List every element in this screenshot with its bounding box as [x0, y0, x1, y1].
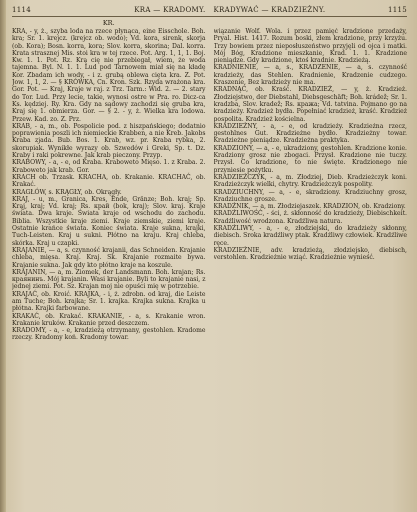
left-page-number: 1114	[12, 6, 32, 14]
entry-paragraph: KRADŹLIWY, - a, - e, złodziejski, do kradzieży skłonny, diebisch. Sroka kradźliwy ptak. Kradźliwy człowiek. Kradźliwe ręce.	[213, 225, 407, 247]
right-running-title: KRADYWAĆ — KRADZIEŻNY.	[213, 6, 326, 14]
entry-paragraph: KRAB, - a, m., ob. Pospolicie pod. z hiszpańskiego; dodatnio poprawienia poszli ich niemieckie Krabben, a nie Kreb. Jakobs Kraba zjada. Bub. Bos. 1. Krab, wz. pr. Kraba rybka, 2. skorupiak. Wynikłe wyrazy ob. Szwedów i Greki, Sp. t. Dz. Kraby i raki pokrewne. Jak krab pieczony. Przyp.	[12, 122, 206, 160]
right-header	[214, 6, 408, 15]
entry-paragraph: KRADŹLIWOŚĆ, - ści, ż. skłonność do kradzieży, Diebischkeit. Kradźliwość wrodzona. Kradźliwa natura.	[213, 210, 407, 225]
entry-paragraph: KRADŹNIK, — a, m. Złodziejaszek. KRADZION, ob. Kradziony.	[213, 203, 406, 211]
right-page-number: 1115	[387, 6, 407, 14]
entry-paragraph: KRACH ob. Trzask. KRACHA, ob. Krakanie. KRACHAĆ, ob. Krakać.	[12, 173, 206, 189]
left-header	[12, 6, 206, 15]
entry-paragraph: KRADZIUCHNY, — a, - e, skradziony. Kradziuchny grosz, Kradziuchne grosze.	[213, 188, 407, 203]
entry-paragraph: KRADNIENIE, — a, s., KRADZENIE, — a, s. czynność kradzieży, das Stehlen. Kradnienie, Kradzenie cudzego. Kraszenie, Bez kradzieży nie ma.	[213, 64, 407, 87]
entry-paragraph: KRAJ, - u, m., Granica, Kres, Ende, Gränze; Boh. kraj; Sp. Krąj, kraj; Vd. kraj; Rs. край (bok, kraj); Slov. kraj. Kraje świata. Dwa kraje. Świata kraje od wschodu do zachodu. Biblia. Wszystkie kraje ziemi. Kraje ziemskie, ziemi kraje. Ostatnie krańce świata. Koniec świata. Kraje sukna, krajki, Tuch-Leisten. Kraj u sukni. Płótno na kraju. Kraj chleba, skórka. Kraj u czapki.	[12, 195, 206, 247]
left-section-label: KR.	[102, 19, 115, 27]
entry-paragraph: KRA, - y, ż., szyba loda na rzece płynąca, eine Eisschole. Boh. kra; Sr. 1. krejcz. (krejcz ob. wodo); Vd. kora, sirenk, skorja (ob. Kora); Bosn. korra, kora; Slov. korra, skorina; Dal. korra. Krata strasznej Mis. stoi kra w tej rzece. Pot. Arg. 1, 1, 1. Boj. Kw. 1. 1. Pot. Rz. Krą cię nie przebiegał, wiem, że woda tajemna. Byl. N. 1. 1. Lud pod Tarnowem miał się na kładę Kor. Zbadam ich wody, - i z. grubą oblewa cięta kra. Z. Pot. Jow. 1, 1, 2. — § KRÓWKA, Cn. Kron. Szk. Rzyda wrażona kra. Gor. Pot. — Kraj, Kraje w raj. z Trz. Tarm.: Wid. 2. — 2. stary do Tor. Lud. Przy lecie, takie, wynosi ostre w Pra. ro. Dicz-ca Ks. kędziej. Ry. Kra. Gdy na sądowy zachodzi się gruba kra, Kraj się 1. obmierza. Gor. — § 2. - y, ż. Wielka kra lodowa. Przew. Kad. zo. Z. Prz.	[12, 28, 206, 123]
entry-paragraph: KRAJANIN, — a, m. Ziomek, der Landsmann. Boh. krajan; Rs. краянинъ. Mój krajanin. Wasi krajanie. Byli to krajanie nasi, z jednej ziemi. Pot. Sz. Krajan moj nie opuści mię w potrzebie.	[12, 268, 206, 291]
entry-paragraph: KRADOMY, - a, - e, kradzieżą otrzymany, gestohlen. Kradome rzeczy. Kradomy koń. Kradomy towar.	[12, 327, 206, 342]
entry-paragraph: KRAJANIE, — a, s. czynność krajanii, das Schneiden. Krajanie chleba, mięsa. Kraj. Kraj. Sk. Krajanie rozmaite bywa. Krajanie sukna. Jak gdy kto płótno kraje na koszule.	[12, 246, 206, 269]
entry-paragraph: KRADNĄĆ, ob. Kraść. KRADZIEŻ, — y, ż. Kradzież. Złodziejstwo, der Diebstahl, Diebsgeschäft; Boh. krádež; Sr. 1. kradzba, Slov. kradež; Rs. кража; Vd. tatvina. Pojmano go na kradzieży. Kradzież bydła. Popełniać kradzież, kraść. Kradzież pospolita. Kradzież kościelna.	[213, 86, 407, 123]
entry-paragraph: KRAJAĆ, ob. Kroić. KRAJKA, - i, ż. zdrobn. od kraj, die Leiste am Tuche; Boh. krajka; Sr. 1. krajka. Krajka sukna. Krajka u płótna. Krajki farbowane.	[12, 290, 206, 313]
entry-paragraph: KRAGŁÓW, s. KRĄGŁY, ob. Okrągły.	[12, 188, 122, 196]
running-header	[12, 6, 407, 17]
entry-paragraph: KRADZIEŻNIE, adv. kradzieżą, złodziejsko, diebisch, verstohlen. Kradzieżnie wziąć. Kradzieżnie wynieść.	[213, 246, 407, 262]
entry-paragraph: KRADZIEŻNY, - a, - e, od kradzieży. Kradzieżna rzecz, gestohlnes Gut. Kradzieżne bydło. Kradzieżny towar. Kradzieżne pieniądze. Kradzieżna praktyka.	[213, 122, 407, 145]
entry-paragraph: KRABOWY, - a, - e, od Kraba. Kraboweto Mięso. 1. z Kraba. 2. Kraboweto jak krab. Gor.	[12, 159, 206, 174]
entry-paragraph: KRAKAĆ, ob. Krakać. KRAKANIE, - a, s. Krakanie wron. Krakanie kruków. Krakanie przed deszczem.	[12, 312, 206, 327]
entry-paragraph: wiązanie Wolf. Wola. i przez pamięć kradzione przedaży, Pryal. Hist. 1417. Rozum boski, złem kradzione, przy krzyżu. Trzy bowiem przez nieposłuszeństwo przyjęli od ojca i matki. Mój Bóg, Kradzione mieszkanie, Krad. 1. 1. Kradzione pieniądze. Gdy kradzione, ktoś kradnie. Kradzieżą.	[213, 28, 407, 65]
right-column	[214, 28, 408, 508]
entry-paragraph: KRADZIEŻCZYK, - a, m. Złodziej, Dieb. Kradzieżczyk koni. Kradzieżczyk wielki, chytry. Kradzieżczyk pospolity.	[213, 173, 407, 189]
text-columns	[12, 28, 407, 508]
book-spine-shadow	[0, 0, 6, 512]
entry-paragraph: KRADZIONY, — a, - e, ukradziony, gestohlen. Kradzione konie. Kradziony grosz nie zbogaci. Przysł. Kradzione nie tuczy. Przysł. Co kradzione, to nie święte. Kradzionego nie przyniesie pożytku.	[213, 144, 407, 174]
left-running-title: KRA — KRADOMY.	[134, 6, 206, 14]
section-header	[12, 19, 407, 27]
right-section-label	[214, 19, 408, 27]
left-column	[12, 28, 206, 508]
